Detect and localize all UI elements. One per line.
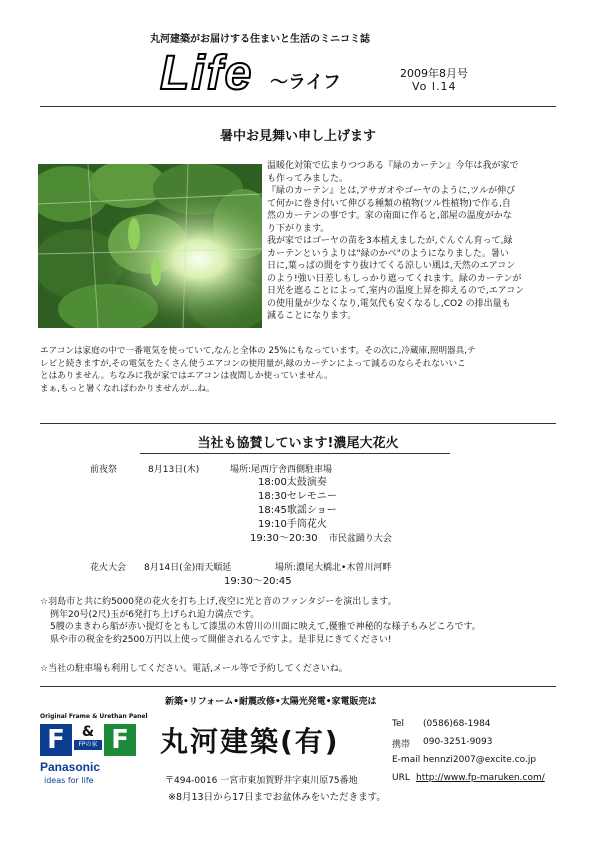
text-line: 減ることになります。 [267, 311, 357, 321]
note-line: 例年20号(2尺)玉が6発打ち上げられ迫力満点です。 [50, 609, 260, 620]
text-line: エアコンは家庭の中で一番電気を使っていて,なんと全体の 25%にもなっています。その次に,冷蔵庫,照明器具,テ [40, 346, 476, 356]
fireworks-title: 当社も協賛しています!濃尾大花火 [197, 436, 399, 451]
fp-logo [40, 724, 144, 758]
schedule-item: 18:30セレモニー [258, 491, 337, 502]
section-divider [40, 423, 556, 424]
greeting-paragraph-1 [267, 160, 559, 323]
eve-label: 前夜祭 [90, 465, 118, 475]
main-label: 花火大会 [90, 563, 127, 573]
fp-logo-f-right: F [104, 724, 136, 756]
text-line: り下がります。 [267, 223, 330, 234]
tagline: 丸河建築がお届けする住まいと生活のミニコミ誌 [150, 34, 370, 45]
header-divider [40, 106, 556, 107]
url-label: URL [392, 773, 410, 783]
newsletter-logo: Life [160, 47, 254, 100]
footer-divider [40, 686, 556, 687]
fp-logo-subtext: FPの家 [74, 740, 102, 750]
greeting-paragraph-2 [40, 345, 558, 395]
schedule-extra: 市民盆踊り大会 [328, 534, 392, 544]
services-line: 新築•リフォーム•耐震改修•太陽光発電•家電販売は [165, 697, 377, 707]
schedule-item [250, 532, 392, 546]
address: 〒494-0016 一宮市東加賀野井字東川原75番地 [165, 776, 358, 786]
text-line: のよう!強い日差しもしっかり遮ってくれます。緑のカーテンが [267, 273, 522, 284]
text-line: カーテンというよりは"緑のかべ"のようになりました。暑い [267, 248, 509, 259]
schedule-item: 18:45歌謡ショー [258, 505, 337, 516]
email-address: hennzi2007@excite.co.jp [423, 755, 537, 765]
greeting-title: 暑中お見舞い申し上げます [219, 129, 376, 144]
text-line: の使用量が少なくなり,電気代も安くなるし,CO2 の排出量も [267, 298, 511, 309]
text-line: 日光を遮ることによって,室内の温度上昇を抑えるので,エアコン [267, 286, 525, 296]
mobile-number: 090-3251-9093 [423, 737, 493, 747]
schedule-item: 19:10手筒花火 [258, 519, 327, 530]
text-line: 然のカーテンの事です。家の南面に作ると,部屋の温度がかな [267, 211, 512, 221]
holiday-notice: ※8月13日から17日までお盆休みをいただきます。 [168, 792, 386, 803]
tel-label: Tel [392, 719, 405, 729]
main-time: 19:30〜20:45 [224, 576, 292, 587]
text-line: 温暖化対策で広まりつつある『緑のカーテン』今年は我が家で [267, 161, 519, 171]
text-line: て何かに巻き付いて伸びる種類の植物(ツル性植物)で作る,自 [267, 198, 511, 209]
fp-logo-amp [74, 724, 102, 756]
brand-name: Panasonic [40, 760, 101, 774]
website-link[interactable]: http://www.fp-maruken.com/ [416, 773, 545, 783]
issue-volume: Vo l.14 [412, 80, 457, 93]
issue-date: 2009年8月号 [400, 67, 468, 80]
text-line: レビと続きますが,その電気をたくさん使うエアコンの使用量が,緑のカーテンによって減るのならそれないいこ [40, 358, 466, 369]
note-line: 5艘のまきわら船が赤い提灯をともして漆黒の木曽川の川面に映えて,優雅で神秘的な様子もみどころです。 [50, 622, 481, 632]
green-curtain-photo [38, 164, 262, 328]
text-line: とはありません。ちなみに我が家ではエアコンは夜間しか使っていません。 [40, 371, 333, 381]
mobile-label: 携帯 [392, 740, 411, 750]
title-underline [140, 453, 450, 454]
panel-caption: Original Frame & Urethan Panel [40, 713, 148, 720]
fp-logo-f-left: F [40, 724, 72, 756]
email-label: E-mail [392, 755, 421, 765]
text-line: 『緑のカーテン』とは,アサガオやゴーヤのように,ツルが伸び [267, 186, 516, 196]
text-line: まぁ,もっと暑くなればわかりませんが…ね。 [40, 383, 215, 394]
main-date: 8月14日(金)雨天順延 [144, 563, 232, 573]
schedule-time: 19:30〜20:30 [250, 533, 318, 544]
note-line: ☆羽島市と共に約5000発の花火を打ち上げ,夜空に光と音のファンタジーを演出します。 [40, 597, 397, 607]
tel-number: (0586)68-1984 [423, 719, 491, 729]
brand-tagline: ideas for life [44, 776, 94, 785]
note-line: 県や市の税金を約2500万円以上使って開催されるんですよ。是非見にきてください! [50, 634, 392, 645]
fireworks-notes [40, 596, 558, 646]
text-line: 日に,葉っぱの間をすり抜けてくる涼しい風は,天然のエアコン [267, 261, 516, 271]
eve-date: 8月13日(木) [148, 465, 200, 475]
main-place: 場所:濃尾大橋北•木曽川河畔 [275, 563, 392, 573]
text-line: も作ってみました。 [267, 173, 349, 184]
company-name: 丸河建築(有) [160, 725, 340, 758]
newsletter-logo-subtitle: 〜ライフ [270, 72, 341, 93]
text-line: 我が家ではゴーヤの苗を3本植えましたが,ぐんぐん育って,緑 [267, 236, 513, 246]
parking-note: ☆当社の駐車場も利用してください。電話,メール等で予約してくださいね。 [40, 664, 348, 674]
eve-schedule [250, 476, 392, 546]
schedule-item: 18:00太鼓演奏 [258, 477, 327, 488]
eve-place: 場所:尾西庁舎西側駐車場 [230, 465, 333, 475]
fp-logo-amp-symbol: & [81, 724, 95, 740]
